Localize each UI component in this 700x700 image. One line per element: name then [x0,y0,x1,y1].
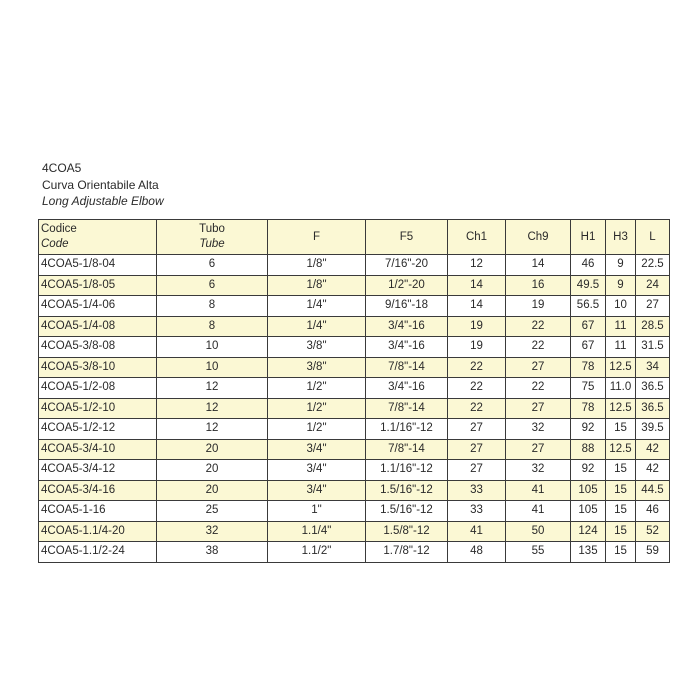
cell-ch9: 22 [506,316,571,337]
table-row [39,439,670,460]
table-row [39,337,670,358]
cell-ch1: 12 [448,255,506,276]
cell-ch9: 27 [506,398,571,419]
cell-tube: 12 [157,398,268,419]
cell-ch1: 22 [448,357,506,378]
header-ch1: Ch1 [448,220,506,255]
cell-tube: 12 [157,378,268,399]
cell-h3: 15 [606,460,636,481]
cell-code: 4COA5-1/8-04 [39,255,157,276]
cell-h3: 11 [606,316,636,337]
table-body [39,255,670,563]
cell-f5: 7/8"-14 [366,357,448,378]
table-row [39,542,670,563]
cell-ch9: 22 [506,378,571,399]
cell-ch1: 19 [448,316,506,337]
cell-l: 24 [636,275,670,296]
cell-l: 46 [636,501,670,522]
cell-f5: 9/16"-18 [366,296,448,317]
table-row [39,255,670,276]
cell-f: 1/2" [268,419,366,440]
cell-code: 4COA5-1.1/4-20 [39,521,157,542]
cell-code: 4COA5-3/4-16 [39,480,157,501]
cell-f: 1" [268,501,366,522]
cell-ch1: 14 [448,296,506,317]
cell-tube: 8 [157,316,268,337]
cell-l: 42 [636,439,670,460]
cell-l: 42 [636,460,670,481]
cell-l: 31.5 [636,337,670,358]
header-f: F [268,220,366,255]
cell-ch1: 27 [448,460,506,481]
cell-tube: 10 [157,357,268,378]
cell-f5: 7/16"-20 [366,255,448,276]
cell-ch9: 41 [506,501,571,522]
cell-f5: 1/2"-20 [366,275,448,296]
cell-h3: 15 [606,501,636,522]
cell-code: 4COA5-1/4-06 [39,296,157,317]
table-row [39,357,670,378]
cell-f: 3/4" [268,480,366,501]
cell-h1: 135 [571,542,606,563]
cell-tube: 20 [157,460,268,481]
cell-l: 22.5 [636,255,670,276]
cell-code: 4COA5-1/4-08 [39,316,157,337]
table-row [39,296,670,317]
cell-h3: 12.5 [606,439,636,460]
cell-tube: 8 [157,296,268,317]
cell-ch1: 22 [448,398,506,419]
specification-table [38,219,670,563]
cell-h3: 15 [606,542,636,563]
cell-h3: 9 [606,255,636,276]
table-row [39,378,670,399]
cell-f5: 1.7/8"-12 [366,542,448,563]
cell-l: 44.5 [636,480,670,501]
cell-h1: 92 [571,460,606,481]
cell-h1: 88 [571,439,606,460]
table-row [39,480,670,501]
cell-f5: 1.5/16"-12 [366,480,448,501]
cell-ch1: 41 [448,521,506,542]
table-row [39,275,670,296]
cell-l: 52 [636,521,670,542]
cell-h3: 12.5 [606,357,636,378]
cell-l: 59 [636,542,670,563]
cell-l: 34 [636,357,670,378]
cell-f5: 1.1/16"-12 [366,419,448,440]
cell-code: 4COA5-3/4-10 [39,439,157,460]
header-ch9: Ch9 [506,220,571,255]
cell-ch1: 22 [448,378,506,399]
cell-tube: 10 [157,337,268,358]
cell-ch9: 22 [506,337,571,358]
cell-f5: 1.1/16"-12 [366,460,448,481]
cell-l: 39.5 [636,419,670,440]
product-heading [42,160,164,210]
table-row [39,521,670,542]
cell-tube: 20 [157,480,268,501]
table-header-row [39,220,670,255]
cell-tube: 6 [157,255,268,276]
cell-ch9: 41 [506,480,571,501]
cell-h3: 15 [606,521,636,542]
cell-ch1: 33 [448,480,506,501]
header-tube [157,220,268,255]
cell-h1: 105 [571,480,606,501]
cell-l: 27 [636,296,670,317]
cell-ch9: 27 [506,357,571,378]
cell-ch9: 19 [506,296,571,317]
product-code: 4COA5 [42,161,82,175]
cell-f5: 3/4"-16 [366,337,448,358]
cell-tube: 38 [157,542,268,563]
header-code-italian: Codice [41,223,77,235]
cell-h1: 67 [571,316,606,337]
cell-f: 3/4" [268,439,366,460]
cell-l: 36.5 [636,398,670,419]
cell-tube: 32 [157,521,268,542]
product-name-english: Long Adjustable Elbow [42,194,164,208]
cell-f: 3/8" [268,337,366,358]
cell-h1: 105 [571,501,606,522]
cell-f: 1/2" [268,378,366,399]
table-row [39,316,670,337]
header-l: L [636,220,670,255]
cell-code: 4COA5-3/8-10 [39,357,157,378]
cell-f5: 3/4"-16 [366,316,448,337]
cell-f: 1/8" [268,255,366,276]
cell-code: 4COA5-1/8-05 [39,275,157,296]
cell-h3: 9 [606,275,636,296]
cell-h3: 10 [606,296,636,317]
cell-h3: 11 [606,337,636,358]
cell-h1: 78 [571,398,606,419]
cell-ch1: 19 [448,337,506,358]
header-f5: F5 [366,220,448,255]
cell-f: 1/2" [268,398,366,419]
cell-ch9: 50 [506,521,571,542]
cell-h1: 78 [571,357,606,378]
cell-code: 4COA5-1/2-08 [39,378,157,399]
cell-code: 4COA5-3/4-12 [39,460,157,481]
cell-tube: 20 [157,439,268,460]
product-name-italian: Curva Orientabile Alta [42,177,159,192]
cell-ch9: 16 [506,275,571,296]
cell-code: 4COA5-1.1/2-24 [39,542,157,563]
cell-ch9: 32 [506,460,571,481]
cell-ch1: 27 [448,419,506,440]
cell-f: 3/4" [268,460,366,481]
cell-ch1: 27 [448,439,506,460]
cell-f5: 7/8"-14 [366,398,448,419]
header-h1: H1 [571,220,606,255]
cell-f5: 1.5/16"-12 [366,501,448,522]
header-code-english: Code [41,238,69,250]
cell-f: 1.1/2" [268,542,366,563]
cell-ch9: 14 [506,255,571,276]
cell-f5: 7/8"-14 [366,439,448,460]
cell-f: 3/8" [268,357,366,378]
cell-h1: 49.5 [571,275,606,296]
cell-tube: 6 [157,275,268,296]
header-tube-english: Tube [199,238,225,250]
cell-ch1: 14 [448,275,506,296]
cell-code: 4COA5-1/2-12 [39,419,157,440]
table-row [39,501,670,522]
cell-f: 1/4" [268,296,366,317]
cell-h1: 92 [571,419,606,440]
cell-ch1: 48 [448,542,506,563]
cell-l: 28.5 [636,316,670,337]
table-row [39,398,670,419]
cell-code: 4COA5-1-16 [39,501,157,522]
cell-h1: 56.5 [571,296,606,317]
cell-f5: 3/4"-16 [366,378,448,399]
cell-f: 1/8" [268,275,366,296]
cell-h1: 67 [571,337,606,358]
cell-ch9: 27 [506,439,571,460]
cell-h3: 12.5 [606,398,636,419]
header-tube-italian: Tubo [199,223,225,235]
cell-tube: 12 [157,419,268,440]
cell-h1: 46 [571,255,606,276]
cell-h3: 15 [606,480,636,501]
cell-ch1: 33 [448,501,506,522]
cell-f5: 1.5/8"-12 [366,521,448,542]
cell-code: 4COA5-1/2-10 [39,398,157,419]
cell-ch9: 32 [506,419,571,440]
cell-f: 1/4" [268,316,366,337]
cell-h1: 75 [571,378,606,399]
cell-l: 36.5 [636,378,670,399]
cell-h1: 124 [571,521,606,542]
cell-code: 4COA5-3/8-08 [39,337,157,358]
cell-f: 1.1/4" [268,521,366,542]
header-h3: H3 [606,220,636,255]
table-row [39,419,670,440]
cell-h3: 15 [606,419,636,440]
cell-ch9: 55 [506,542,571,563]
cell-h3: 11.0 [606,378,636,399]
cell-tube: 25 [157,501,268,522]
table-row [39,460,670,481]
header-code [39,220,157,255]
